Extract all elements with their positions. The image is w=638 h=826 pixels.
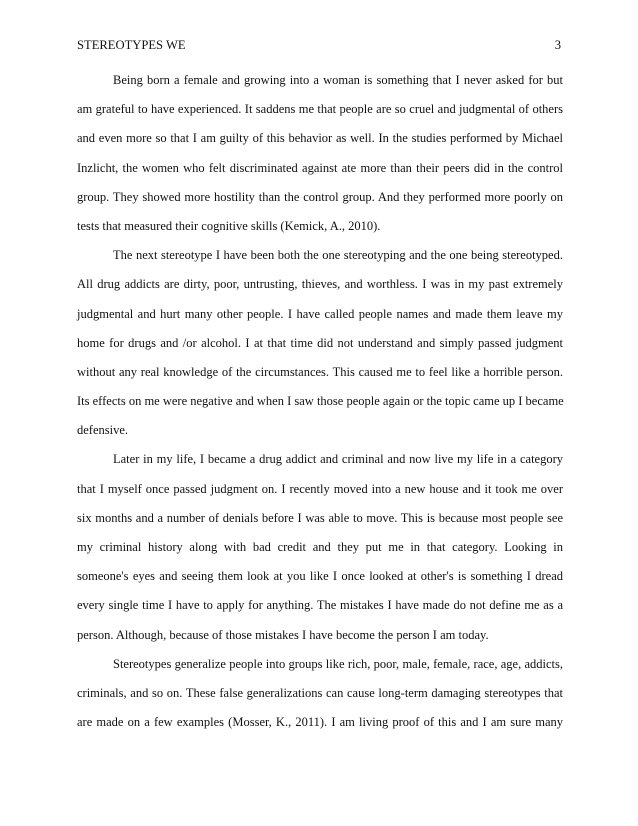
text-line: am grateful to have experienced. It saddens me that people are so cruel and judgmental of others <box>77 102 563 117</box>
text-line: every single time I have to apply for anything. The mistakes I have made do not define me as a <box>77 598 563 613</box>
body-text <box>77 66 563 737</box>
page-number: 3 <box>554 38 561 52</box>
text-line: someone's eyes and seeing them look at you like I once looked at other's is something I dread <box>77 569 563 584</box>
text-line: are made on a few examples (Mosser, K., 2011). I am living proof of this and I am sure many <box>77 715 563 730</box>
text-line: tests that measured their cognitive skills (Kemick, A., 2010). <box>77 218 381 233</box>
text-line: Being born a female and growing into a woman is something that I never asked for but <box>113 73 563 87</box>
text-line: judgmental and hurt many other people. I have called people names and made them leave my <box>77 306 563 321</box>
text-line: criminals, and so on. These false generalizations can cause long-term damaging stereotypes that <box>77 685 563 700</box>
text-line: The next stereotype I have been both the one stereotyping and the one being stereotyped. <box>113 248 563 263</box>
text-line: defensive. <box>77 423 129 438</box>
text-line: All drug addicts are dirty, poor, untrusting, thieves, and worthless. I was in my past extremely <box>77 277 563 292</box>
paragraph <box>77 650 563 738</box>
text-line: person. Although, because of those mistakes I have become the person I am today. <box>77 627 489 642</box>
text-line: Stereotypes generalize people into groups like rich, poor, male, female, race, age, addicts, <box>113 656 563 671</box>
paragraph <box>77 445 563 649</box>
text-line: Inzlicht, the women who felt discriminated against ate more than their peers did in the control <box>77 160 563 175</box>
text-line: my criminal history along with bad credit and they put me in that category. Looking in <box>77 540 563 554</box>
paragraph <box>77 241 563 445</box>
text-line: without any real knowledge of the circumstances. This caused me to feel like a horrible person. <box>77 364 563 379</box>
text-line: that I myself once passed judgment on. I recently moved into a new house and it took me over <box>77 481 563 496</box>
paragraph <box>77 66 563 241</box>
text-line: Later in my life, I became a drug addict and criminal and now live my life in a category <box>113 452 563 467</box>
text-line: home for drugs and /or alcohol. I at that time did not understand and simply passed judgment <box>77 335 563 350</box>
text-line: and even more so that I am guilty of this behavior as well. In the studies performed by Michael <box>77 131 563 146</box>
running-head: STEREOTYPES WE <box>77 38 186 52</box>
text-line: Its effects on me were negative and when I saw those people again or the topic came up I became <box>77 394 564 409</box>
text-line: group. They showed more hostility than the control group. And they performed more poorly on <box>77 189 563 204</box>
text-line: six months and a number of denials before I was able to move. This is because most people see <box>77 510 563 525</box>
